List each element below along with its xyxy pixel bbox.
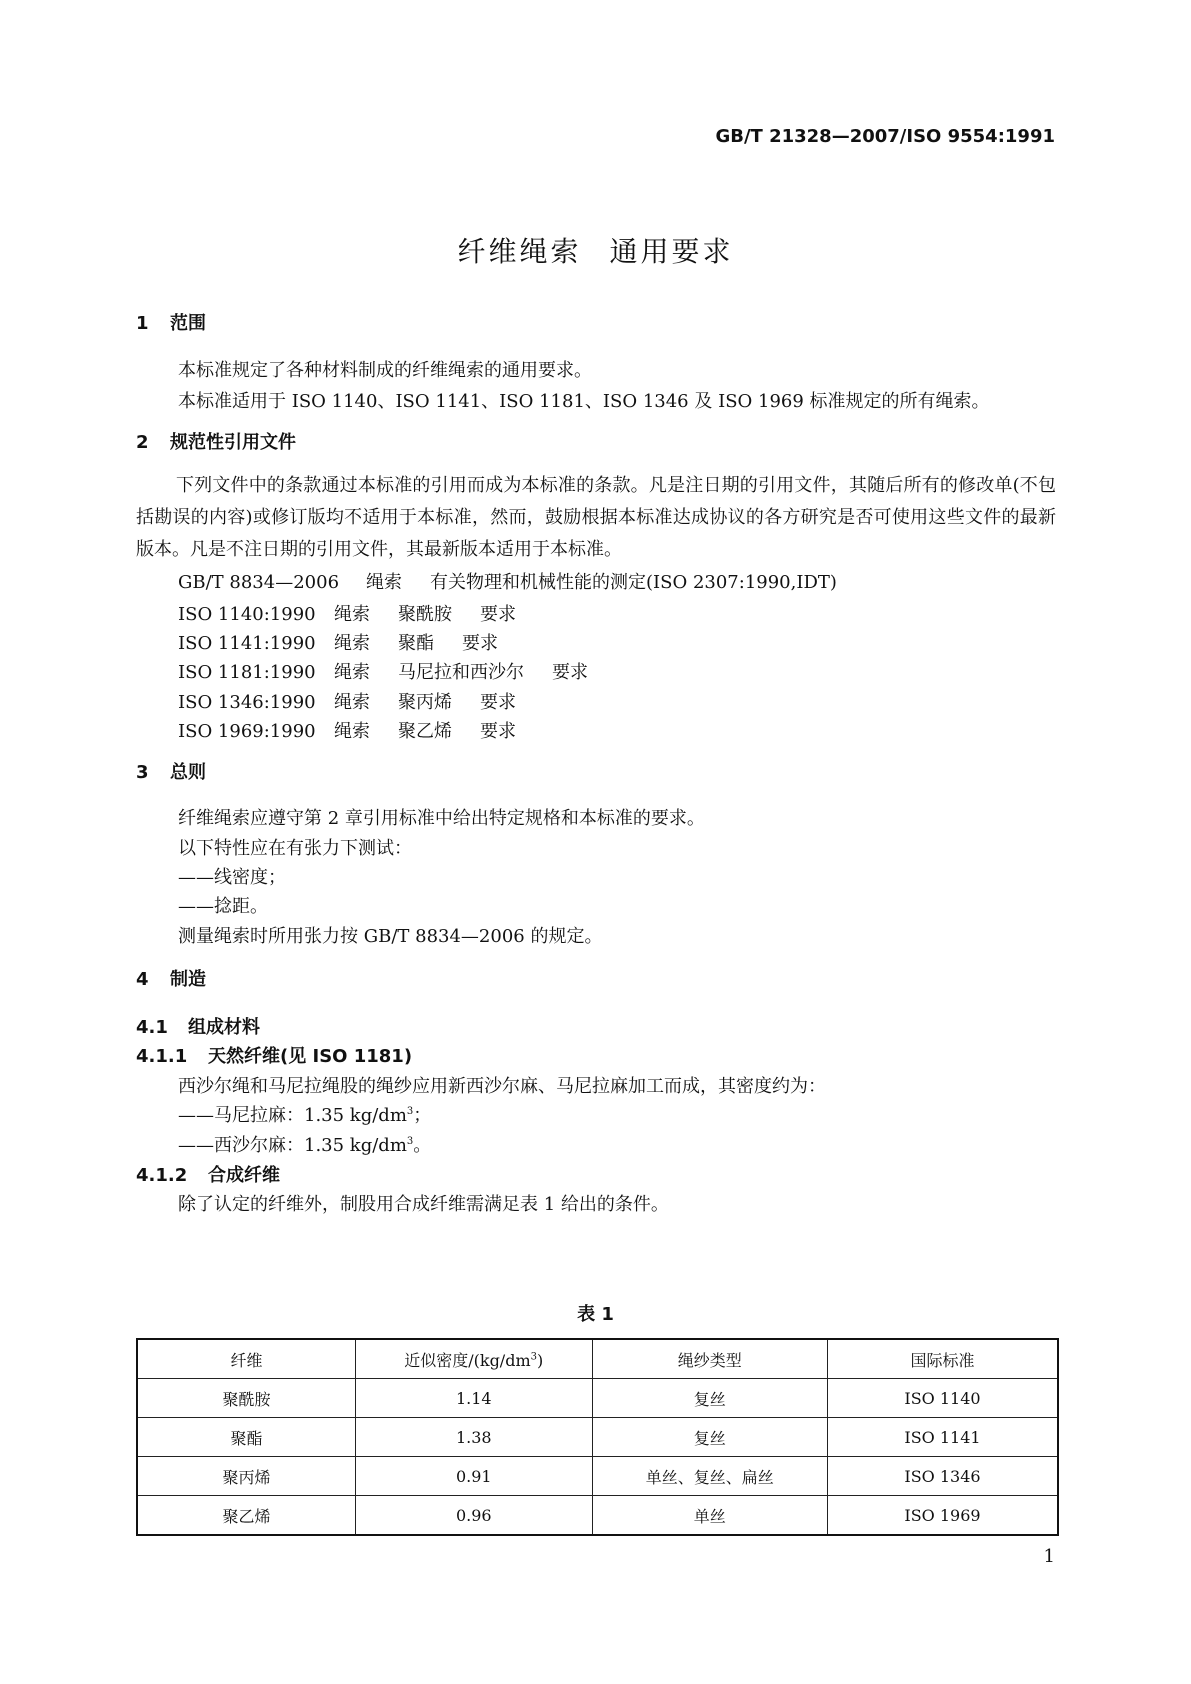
reference-material: 聚丙烯 (398, 692, 452, 713)
superscript: 3 (406, 1106, 414, 1117)
title-part-1: 纤维绳索 (457, 235, 582, 268)
table-cell: 单丝 (592, 1496, 827, 1536)
section-title: 合成纤维 (208, 1165, 280, 1186)
list-item: ——线密度； (178, 867, 286, 888)
reference-code: GB/T 8834—2006 (178, 572, 340, 593)
reference-item (178, 658, 588, 684)
document-title (0, 230, 1191, 270)
list-item-end: ； (413, 1105, 432, 1126)
header-cell: 绳纱类型 (592, 1339, 827, 1379)
table-cell: 聚丙烯 (137, 1457, 355, 1496)
header-close: ) (537, 1350, 544, 1370)
header-text: 近似密度/(kg/dm (404, 1350, 531, 1370)
section-1-heading (136, 309, 206, 335)
section-1-para-1: 本标准规定了各种材料制成的纤维绳索的通用要求。 (178, 360, 592, 381)
header-cell: 纤维 (137, 1339, 355, 1379)
table-cell: ISO 1346 (827, 1457, 1058, 1496)
section-3-para-3: 测量绳索时所用张力按 GB/T 8834—2006 的规定。 (178, 926, 603, 947)
table-cell: 0.91 (355, 1457, 592, 1496)
reference-subject: 绳索 (334, 721, 370, 742)
table-cell: ISO 1969 (827, 1496, 1058, 1536)
section-3-heading (136, 758, 206, 784)
reference-material: 有关物理和机械性能的测定(ISO 2307:1990,IDT) (430, 572, 837, 593)
section-4-1-heading (136, 1013, 260, 1039)
section-title: 制造 (170, 969, 206, 990)
page-number: 1 (1043, 1546, 1055, 1567)
reference-subject: 绳索 (334, 604, 370, 625)
table-cell: 复丝 (592, 1379, 827, 1418)
reference-requirement: 要求 (480, 721, 516, 742)
reference-item (178, 629, 498, 655)
table-cell: 单丝、复丝、扁丝 (592, 1457, 827, 1496)
reference-item (178, 688, 516, 714)
reference-material: 聚酰胺 (398, 604, 452, 625)
table-cell: 1.38 (355, 1418, 592, 1457)
table-row (137, 1496, 1058, 1536)
reference-subject: 绳索 (334, 662, 370, 683)
reference-material: 马尼拉和西沙尔 (398, 662, 524, 683)
list-item-end: 。 (413, 1135, 432, 1156)
reference-code: ISO 1141:1990 (178, 633, 316, 654)
section-number: 2 (136, 432, 149, 453)
section-4-heading (136, 965, 206, 991)
title-part-2: 通用要求 (609, 235, 734, 268)
section-title: 天然纤维(见 ISO 1181) (208, 1046, 413, 1067)
section-2-paragraph: 下列文件中的条款通过本标准的引用而成为本标准的条款。凡是注日期的引用文件，其随后所有的修改单(不包括勘误的内容)或修订版均不适用于本标准，然而，鼓励根据本标准达成协议的各方研究是否可使用这些文件的最新版本。凡是不注日期的引用文件，其最新版本适用于本标准。 (136, 475, 1056, 560)
table-caption: 表 1 (577, 1304, 614, 1325)
reference-requirement: 要求 (462, 633, 498, 654)
section-4-1-2-heading (136, 1161, 280, 1187)
reference-subject: 绳索 (334, 692, 370, 713)
reference-requirement: 要求 (480, 604, 516, 625)
reference-item (178, 717, 516, 743)
standard-number: GB/T 21328—2007/ISO 9554:1991 (715, 126, 1055, 147)
section-title: 范围 (170, 313, 206, 334)
reference-material: 聚乙烯 (398, 721, 452, 742)
table-cell: 复丝 (592, 1418, 827, 1457)
section-number: 1 (136, 313, 149, 334)
reference-subject: 绳索 (366, 572, 402, 593)
reference-item (178, 568, 837, 594)
table-cell: 聚酰胺 (137, 1379, 355, 1418)
reference-code: ISO 1140:1990 (178, 604, 316, 625)
table-cell: ISO 1141 (827, 1418, 1058, 1457)
header-cell (355, 1339, 592, 1379)
table-cell: 1.14 (355, 1379, 592, 1418)
section-number: 4.1.1 (136, 1046, 188, 1067)
reference-code: ISO 1346:1990 (178, 692, 316, 713)
section-number: 4.1.2 (136, 1165, 188, 1186)
table-cell: 0.96 (355, 1496, 592, 1536)
reference-item (178, 600, 516, 626)
list-item-text: ——西沙尔麻：1.35 kg/dm (178, 1135, 407, 1156)
list-item-text: ——马尼拉麻：1.35 kg/dm (178, 1105, 407, 1126)
section-title: 总则 (170, 762, 206, 783)
reference-material: 聚酯 (398, 633, 434, 654)
list-item (178, 1131, 431, 1157)
reference-code: ISO 1969:1990 (178, 721, 316, 742)
table-row (137, 1457, 1058, 1496)
section-number: 4.1 (136, 1017, 168, 1038)
section-4-1-2-para: 除了认定的纤维外，制股用合成纤维需满足表 1 给出的条件。 (178, 1194, 669, 1215)
table-row (137, 1379, 1058, 1418)
table-row (137, 1418, 1058, 1457)
table-header-row (137, 1339, 1058, 1379)
section-number: 3 (136, 762, 149, 783)
superscript: 3 (530, 1351, 537, 1363)
section-title: 组成材料 (188, 1017, 260, 1038)
table-cell: ISO 1140 (827, 1379, 1058, 1418)
reference-requirement: 要求 (552, 662, 588, 683)
header-cell: 国际标准 (827, 1339, 1058, 1379)
section-2-heading (136, 428, 296, 454)
section-3-para-1: 纤维绳索应遵守第 2 章引用标准中给出特定规格和本标准的要求。 (178, 808, 705, 829)
table-cell: 聚酯 (137, 1418, 355, 1457)
reference-subject: 绳索 (334, 633, 370, 654)
section-3-para-2: 以下特性应在有张力下测试： (178, 838, 412, 859)
list-item: ——捻距。 (178, 896, 268, 917)
reference-requirement: 要求 (480, 692, 516, 713)
section-4-1-1-para: 西沙尔绳和马尼拉绳股的绳纱应用新西沙尔麻、马尼拉麻加工而成，其密度约为： (178, 1076, 826, 1097)
reference-code: ISO 1181:1990 (178, 662, 316, 683)
table-1 (136, 1338, 1059, 1536)
section-title: 规范性引用文件 (170, 432, 296, 453)
section-1-para-2: 本标准适用于 ISO 1140、ISO 1141、ISO 1181、ISO 1346 及 ISO 1969 标准规定的所有绳索。 (178, 391, 990, 412)
table-cell: 聚乙烯 (137, 1496, 355, 1536)
superscript: 3 (406, 1136, 414, 1147)
section-number: 4 (136, 969, 149, 990)
list-item (178, 1101, 431, 1127)
section-4-1-1-heading (136, 1042, 412, 1068)
